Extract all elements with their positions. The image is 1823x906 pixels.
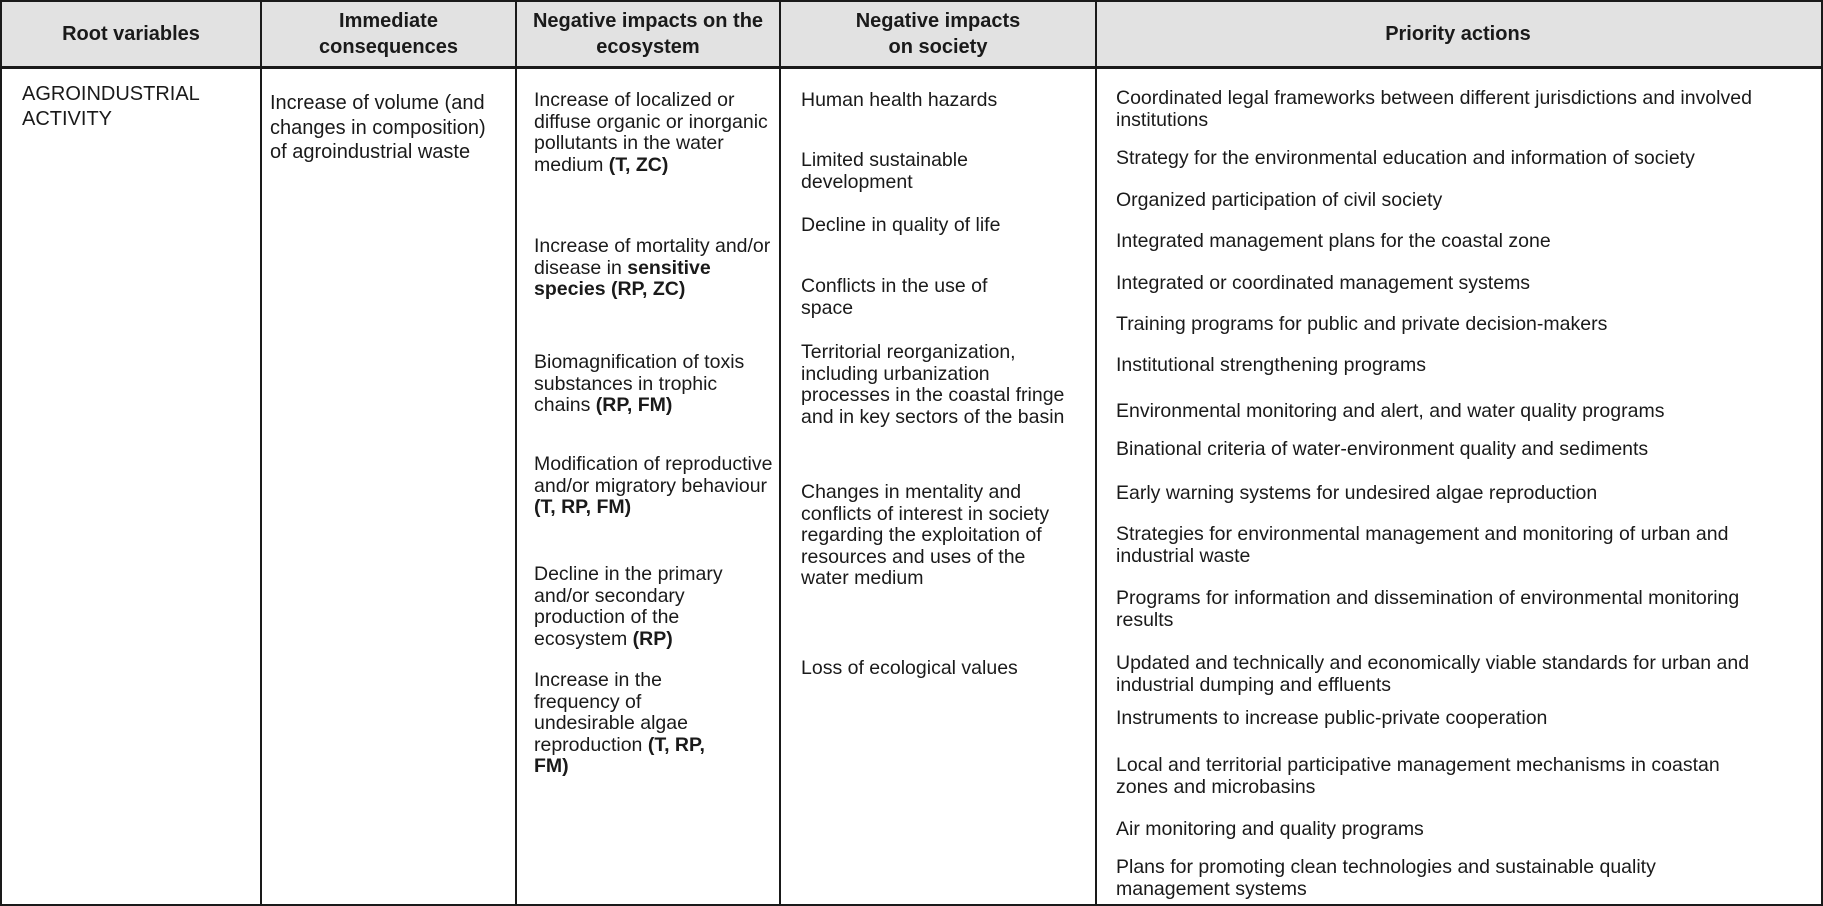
root-variable-text: AGROINDUSTRIAL ACTIVITY xyxy=(22,83,200,130)
header-priority-actions: Priority actions xyxy=(1385,23,1531,45)
priority-action-item: Environmental monitoring and alert, and water quality programs xyxy=(1116,400,1665,422)
priority-action-item: Binational criteria of water-environment quality and sediments xyxy=(1116,438,1649,460)
society-impact-item: Limited sustainable development xyxy=(801,149,968,193)
header-root-variables: Root variables xyxy=(62,23,200,45)
ecosystem-impacts-cell xyxy=(534,90,774,890)
priority-action-item: Coordinated legal frameworks between different jurisdictions and involved institutions xyxy=(1116,87,1752,131)
ecosystem-impact-item: Increase in the frequency of undesirable algae reproduction (T, RP, FM) xyxy=(534,669,705,777)
priority-action-item: Instruments to increase public-private cooperation xyxy=(1116,707,1548,729)
priority-action-item: Early warning systems for undesired algae reproduction xyxy=(1116,482,1598,504)
column-divider xyxy=(1095,2,1097,904)
society-impact-item: Conflicts in the use of space xyxy=(801,275,988,319)
priority-action-item: Local and territorial participative management mechanisms in coastan zones and microbasins xyxy=(1116,754,1720,798)
society-impact-item: Territorial reorganization, including urbanization processes in the coastal fringe and in key sectors of the basin xyxy=(801,341,1065,428)
header-society-impacts: Negative impacts on society xyxy=(855,10,1021,58)
ecosystem-impact-item: Increase of mortality and/or disease in sensitive species (RP, ZC) xyxy=(534,235,771,300)
priority-action-item: Updated and technically and economically viable standards for urban and industrial dumping and effluents xyxy=(1116,652,1750,696)
society-impacts-cell xyxy=(801,90,1081,890)
priority-action-item: Integrated or coordinated management systems xyxy=(1116,272,1531,294)
immediate-consequence-cell xyxy=(270,91,500,165)
priority-action-item: Air monitoring and quality programs xyxy=(1116,818,1424,840)
society-impact-item: Changes in mentality and conflicts of interest in society regarding the exploitation of resources and uses of the water medium xyxy=(801,481,1050,589)
header-immediate-consequences: Immediate consequences xyxy=(319,10,458,58)
society-impact-item: Loss of ecological values xyxy=(801,657,1018,679)
ecosystem-impact-item: Modification of reproductive and/or migratory behaviour (T, RP, FM) xyxy=(534,453,773,518)
priority-action-item: Organized participation of civil society xyxy=(1116,189,1443,211)
society-impact-item: Human health hazards xyxy=(801,89,998,111)
ecosystem-impact-item: Increase of localized or diffuse organic or inorganic pollutants in the water medium (T, ZC) xyxy=(534,89,768,176)
priority-action-item: Strategy for the environmental education and information of society xyxy=(1116,147,1695,169)
root-variable-cell xyxy=(22,82,242,132)
table-header-row xyxy=(2,2,1821,69)
column-divider xyxy=(779,2,781,904)
priority-action-item: Institutional strengthening programs xyxy=(1116,354,1427,376)
column-divider xyxy=(260,2,262,904)
society-impact-item: Decline in quality of life xyxy=(801,214,1001,236)
header-ecosystem-impacts: Negative impacts on the ecosystem xyxy=(532,10,764,58)
column-divider xyxy=(515,2,517,904)
priority-action-item: Integrated management plans for the coastal zone xyxy=(1116,230,1551,252)
priority-action-item: Programs for information and dissemination of environmental monitoring results xyxy=(1116,587,1740,631)
priority-action-item: Strategies for environmental management and monitoring of urban and industrial waste xyxy=(1116,523,1729,567)
priority-action-item: Training programs for public and private decision-makers xyxy=(1116,313,1608,335)
priority-action-item: Plans for promoting clean technologies and sustainable quality management systems xyxy=(1116,856,1656,900)
ecosystem-impact-item: Decline in the primary and/or secondary production of the ecosystem (RP) xyxy=(534,563,723,650)
priority-actions-cell xyxy=(1116,88,1806,898)
immediate-consequence-text: Increase of volume (and changes in composition) of agroindustrial waste xyxy=(270,92,486,163)
ecosystem-impact-item: Biomagnification of toxis substances in trophic chains (RP, FM) xyxy=(534,351,745,416)
